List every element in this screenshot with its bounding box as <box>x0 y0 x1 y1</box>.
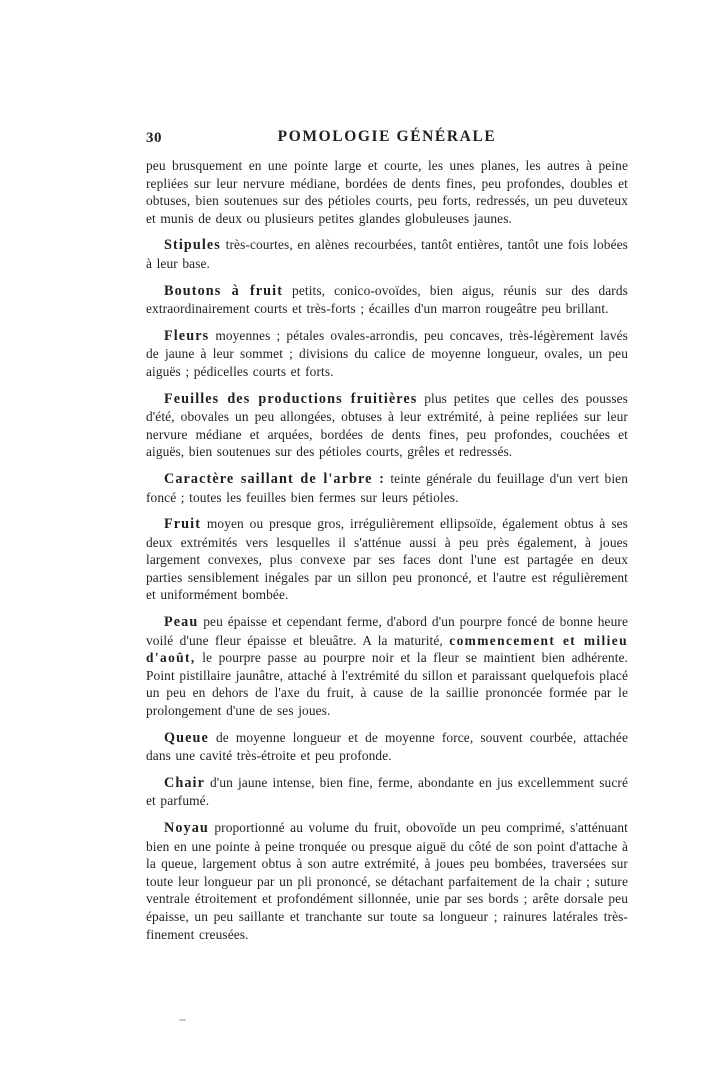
entry-description: de moyenne longueur et de moyenne force, souvent courbée, attachée dans une cavité très-étroite et peu profonde. <box>146 729 628 764</box>
entry-emphasis: commencement et milieu d'août, <box>146 632 628 666</box>
term-caractere-saillant-arbre: Caractère saillant de l'arbre : <box>164 470 385 487</box>
text-column <box>146 157 628 952</box>
term-fleurs: Fleurs <box>164 327 210 344</box>
entry-queue <box>146 729 628 765</box>
term-fruit: Fruit <box>164 516 202 533</box>
entry-fruit <box>146 515 628 604</box>
entry-boutons-a-fruit <box>146 282 628 318</box>
entry-description: d'un jaune intense, bien fine, ferme, abondante en jus excellemment sucré et parfumé. <box>146 774 628 809</box>
entry-description: moyennes ; pétales ovales-arrondis, peu concaves, très-légèrement lavés de jaune à leur sommet ; divisions du calice de moyenne longueur, ovales, un peu aiguës ; pédicelles courts et forts. <box>146 327 628 379</box>
scan-artifact-speck <box>179 1019 186 1021</box>
page-number: 30 <box>146 130 162 146</box>
entry-stipules <box>146 236 628 272</box>
entry-description: très-courtes, en alènes recourbées, tantôt entières, tantôt une fois lobées à leur base. <box>146 237 628 271</box>
entry-description: teinte générale du feuillage d'un vert bien foncé ; toutes les feuilles bien fermes sur leurs pétioles. <box>146 470 628 505</box>
entry-description: petits, conico-ovoïdes, bien aigus, réunis sur des dards extraordinairement courts et très-forts ; écailles d'un marron rougeâtre peu brillant. <box>146 282 628 317</box>
entry-fleurs <box>146 327 628 381</box>
entry-feuilles-productions-fruitieres <box>146 390 628 461</box>
entry-chair <box>146 774 628 810</box>
term-boutons-a-fruit: Boutons à fruit <box>164 282 284 299</box>
term-peau: Peau <box>164 614 199 631</box>
entry-peau <box>146 613 628 720</box>
entry-description: proportionné au volume du fruit, obovoïde un peu comprimé, s'atténuant bien en une pointe à peine tronquée ou presque aiguë du côté de son point d'attache à la queue, largement obtus à son autre extrémité, à joues peu bombées, traversées sur toute leur longueur par un pli prononcé, se détachant parfaitement de la chair ; suture ventrale étroitement et profondément sillonnée, unie par ses bords ; arête dorsale peu épaisse, un peu saillante et tranchante sur toute sa longueur ; rainures latérales très-finement creusées. <box>146 820 628 942</box>
page-title: POMOLOGIE GÉNÉRALE <box>277 128 497 145</box>
entry-caractere-saillant-arbre <box>146 470 628 506</box>
term-chair: Chair <box>164 774 205 791</box>
entry-description-post: le pourpre passe au pourpre noir et la fleur se maintient bien adhérente. Point pistillaire jaunâtre, attaché à l'extrémité du sillon et paraissant quelquefois placé un peu en dehors de l'axe du fruit, à cause de la saillie prononcée formée par le prolongement d'une de ses joues. <box>146 650 628 719</box>
term-noyau: Noyau <box>164 820 209 836</box>
entry-noyau <box>146 819 628 943</box>
entry-description: plus petites que celles des pousses d'été, obovales un peu allongées, obtuses à leur extrémité, à peine repliées sur leur nervure médiane et arquées, bordées de dents fines, peu profondes, couchées et aiguës, bien soutenues sur des pétioles courts, grêles et redressés. <box>146 390 628 460</box>
term-stipules: Stipules <box>164 237 221 254</box>
paragraph-continuation <box>146 157 628 227</box>
running-header <box>146 128 628 148</box>
entry-description: moyen ou presque gros, irrégulièrement ellipsoïde, également obtus à ses deux extrémités vers lesquelles il s'atténue aussi à peu près également, à joues largement convexes, plus convexe par ses faces dont l'une est partagée en deux parties sensiblement inégales par un sillon peu prononcé, et l'autre est régulièrement et uniformément bombée. <box>146 516 628 603</box>
entry-description-pre: peu épaisse et cependant ferme, d'abord d'un pourpre foncé de bonne heure voilé d'une fleur épaisse et bleuâtre. A la maturité, <box>146 614 628 648</box>
term-queue: Queue <box>164 729 209 746</box>
continuation-text: peu brusquement en une pointe large et courte, les unes planes, les autres à peine repliées sur leur nervure médiane, bordées de dents fines, peu profondes, doubles et obtuses, bien soutenues sur des pétioles courts, peu forts, redressés, un peu duveteux et munis de deux ou plusieurs petites glandes globuleuses jaunes. <box>146 158 628 226</box>
term-feuilles-productions-fruitieres: Feuilles des productions fruitières <box>164 390 418 407</box>
